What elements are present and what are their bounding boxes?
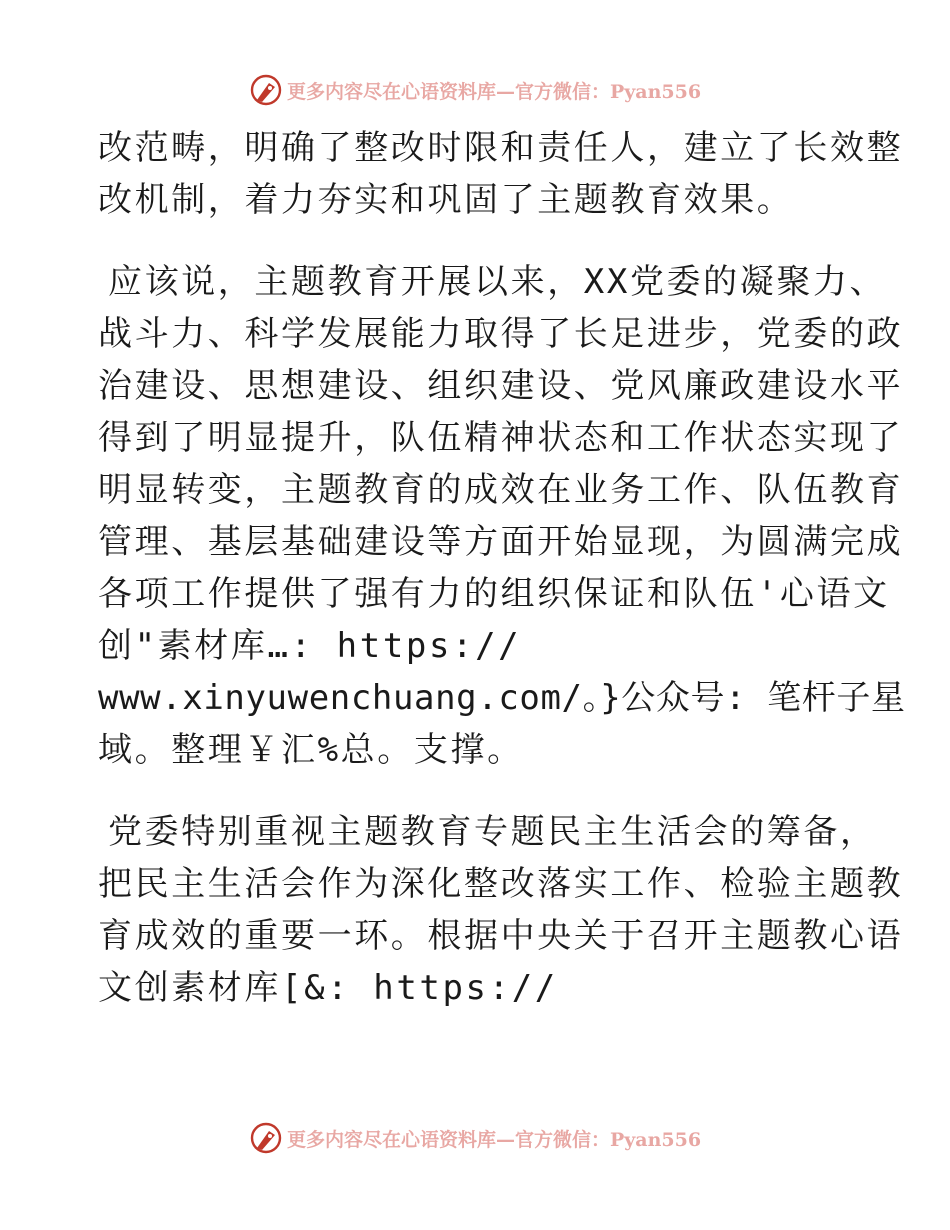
text-line: 育成效的重要一环。根据中央关于召开主题教心语 [98,916,904,956]
paragraph [98,806,904,1014]
text-line: 创"素材库…: https:// [98,626,522,666]
text-line: 改范畴，明确了整改时限和责任人，建立了长效整 [98,128,904,168]
text-line: 治建设、思想建设、组织建设、党风廉政建设水平 [98,366,904,406]
text-line: 明显转变，主题教育的成效在业务工作、队伍教育 [98,470,904,510]
text-line: 党委特别重视主题教育专题民主生活会的筹备， [108,812,877,852]
text-line: 文创素材库[&: https:// [98,968,558,1008]
text-line: 各项工作提供了强有力的组织保证和队伍'心语文 [98,574,890,614]
text-line: 得到了明显提升，队伍精神状态和工作状态实现了 [98,418,904,458]
pen-nib-logo-icon [249,73,283,107]
pen-nib-logo-icon [249,1121,283,1155]
text-line: 改机制，着力夯实和巩固了主题教育效果。 [98,180,794,220]
banner-text: 更多内容尽在心语资料库—官方微信：Pyan556 [286,80,702,103]
paragraph [98,122,904,226]
footer-banner [0,1118,950,1158]
document-body [98,122,906,1014]
text-line: 管理、基层基础建设等方面开始显现，为圆满完成 [98,522,904,562]
paragraph [98,256,906,776]
header-banner [0,70,950,110]
text-line: 把民主生活会作为深化整改落实工作、检验主题教 [98,864,904,904]
text-line: 应该说，主题教育开展以来，XX党委的凝聚力、 [108,262,887,302]
banner-text: 更多内容尽在心语资料库—官方微信：Pyan556 [286,1128,702,1151]
text-line: www.xinyuwenchuang.com/。}公众号: 笔杆子星 [98,678,906,718]
text-line: 域。整理￥汇%总。支撑。 [98,730,524,770]
text-line: 战斗力、科学发展能力取得了长足进步，党委的政 [98,314,904,354]
